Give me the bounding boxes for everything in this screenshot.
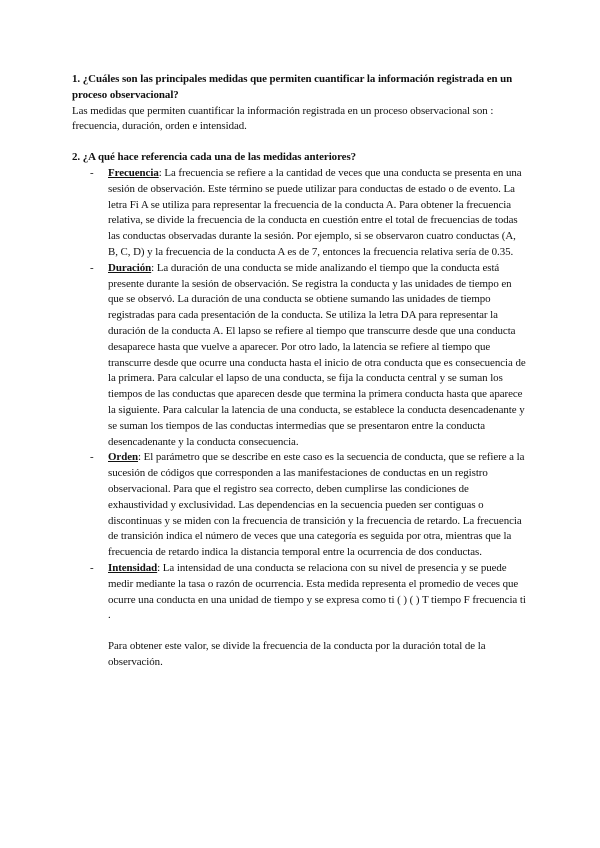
list-item-intensidad	[72, 561, 528, 624]
text-frecuencia: : La frecuencia se refiere a la cantidad de veces que una conducta se presenta en una sesión de observación. Este término se puede utilizar para conductas de estado o de evento. La letra Fi A se utiliza para representar la frecuencia de la conducta A. Para obtener la frecuencia relativa, se divide la frecuencia de la conducta en cuestión entre el total de frecuencias de todas las conductas observadas durante la sesión. Por ejemplo, si se observaron cuatro conductas (A, B, C, D) y la frecuencia de la conducta A es de 7, entonces la frecuencia relativa sería de 0.35.	[108, 166, 522, 258]
term-duracion: Duración	[108, 261, 152, 274]
list-dash: -	[90, 451, 94, 464]
list-dash: -	[90, 261, 94, 274]
list-item-duracion	[72, 261, 528, 451]
list-dash: -	[90, 166, 94, 179]
term-orden: Orden	[108, 451, 139, 464]
list-dash: -	[90, 561, 94, 574]
list-item-frecuencia	[72, 166, 528, 261]
list-item-orden	[72, 450, 528, 561]
term-intensidad: Intensidad	[108, 561, 158, 574]
intensity-note: Para obtener este valor, se divide la frecuencia de la conducta por la duración total de la observación.	[108, 640, 486, 668]
question-1-title: 1. ¿Cuáles son las principales medidas que permiten cuantificar la información registrada en un proceso observacional?	[72, 73, 513, 101]
measures-list	[72, 166, 528, 624]
question-1-answer: Las medidas que permiten cuantificar la información registrada en un proceso observacional son : frecuencia, duración, orden e intensidad.	[72, 104, 494, 133]
term-frecuencia: Frecuencia	[108, 166, 159, 179]
text-intensidad: : La intensidad de una conducta se relaciona con su nivel de presencia y se puede medir mediante la tasa o razón de ocurrencia. Esta medida representa el promedio de veces que ocurre una conducta en una unidad de tiempo y se expresa como ti ( ) ( ) T tiempo F frecuencia ti .	[108, 561, 526, 622]
paragraph-spacer	[72, 135, 528, 150]
document-page	[72, 72, 528, 671]
question-2-title: 2. ¿A qué hace referencia cada una de las medidas anteriores?	[72, 151, 357, 164]
text-duracion: : La duración de una conducta se mide analizando el tiempo que la conducta está presente durante la sesión de observación. Se registra la conducta y las unidades de tiempo en que se observó. La duración de una conducta se obtiene sumando las unidades de tiempo registradas para cada presentación de la conducta. Se utiliza la letra DA para representar la duración de la conducta A. El lapso se refiere al tiempo que transcurre desde que una conducta desaparece hasta que vuelve a aparecer. Por otro lado, la latencia se refiere al tiempo que transcurre desde que ocurre una conducta hasta el inicio de otra conducta que es consecuencia de la primera. Para calcular el lapso de una conducta, se fija la conducta central y se suman los tiempos de las conductas que aparecen desde que termina la primera conducta hasta que aparece la siguiente. Para calcular la latencia de una conducta, se establece la conducta desencadenante y se suman los tiempos de las conductas intermedias que se presentaron entre la conducta desencadenante y la conducta consecuencia.	[108, 261, 526, 448]
text-orden: : El parámetro que se describe en este caso es la secuencia de conducta, que se refiere a la sucesión de códigos que corresponden a las manifestaciones de conductas en un registro observacional. Para que el registro sea correcto, deben cumplirse las condiciones de exhaustividad y exclusividad. Las dependencias en la secuencia pueden ser contiguas o discontinuas y se miden con la frecuencia de transición y la frecuencia de retardo. La frecuencia de transición indica el número de veces que una categoría es seguida por otra, mientras que la frecuencia de retardo indica la distancia temporal entre la ocurrencia de dos conductas.	[108, 451, 525, 559]
